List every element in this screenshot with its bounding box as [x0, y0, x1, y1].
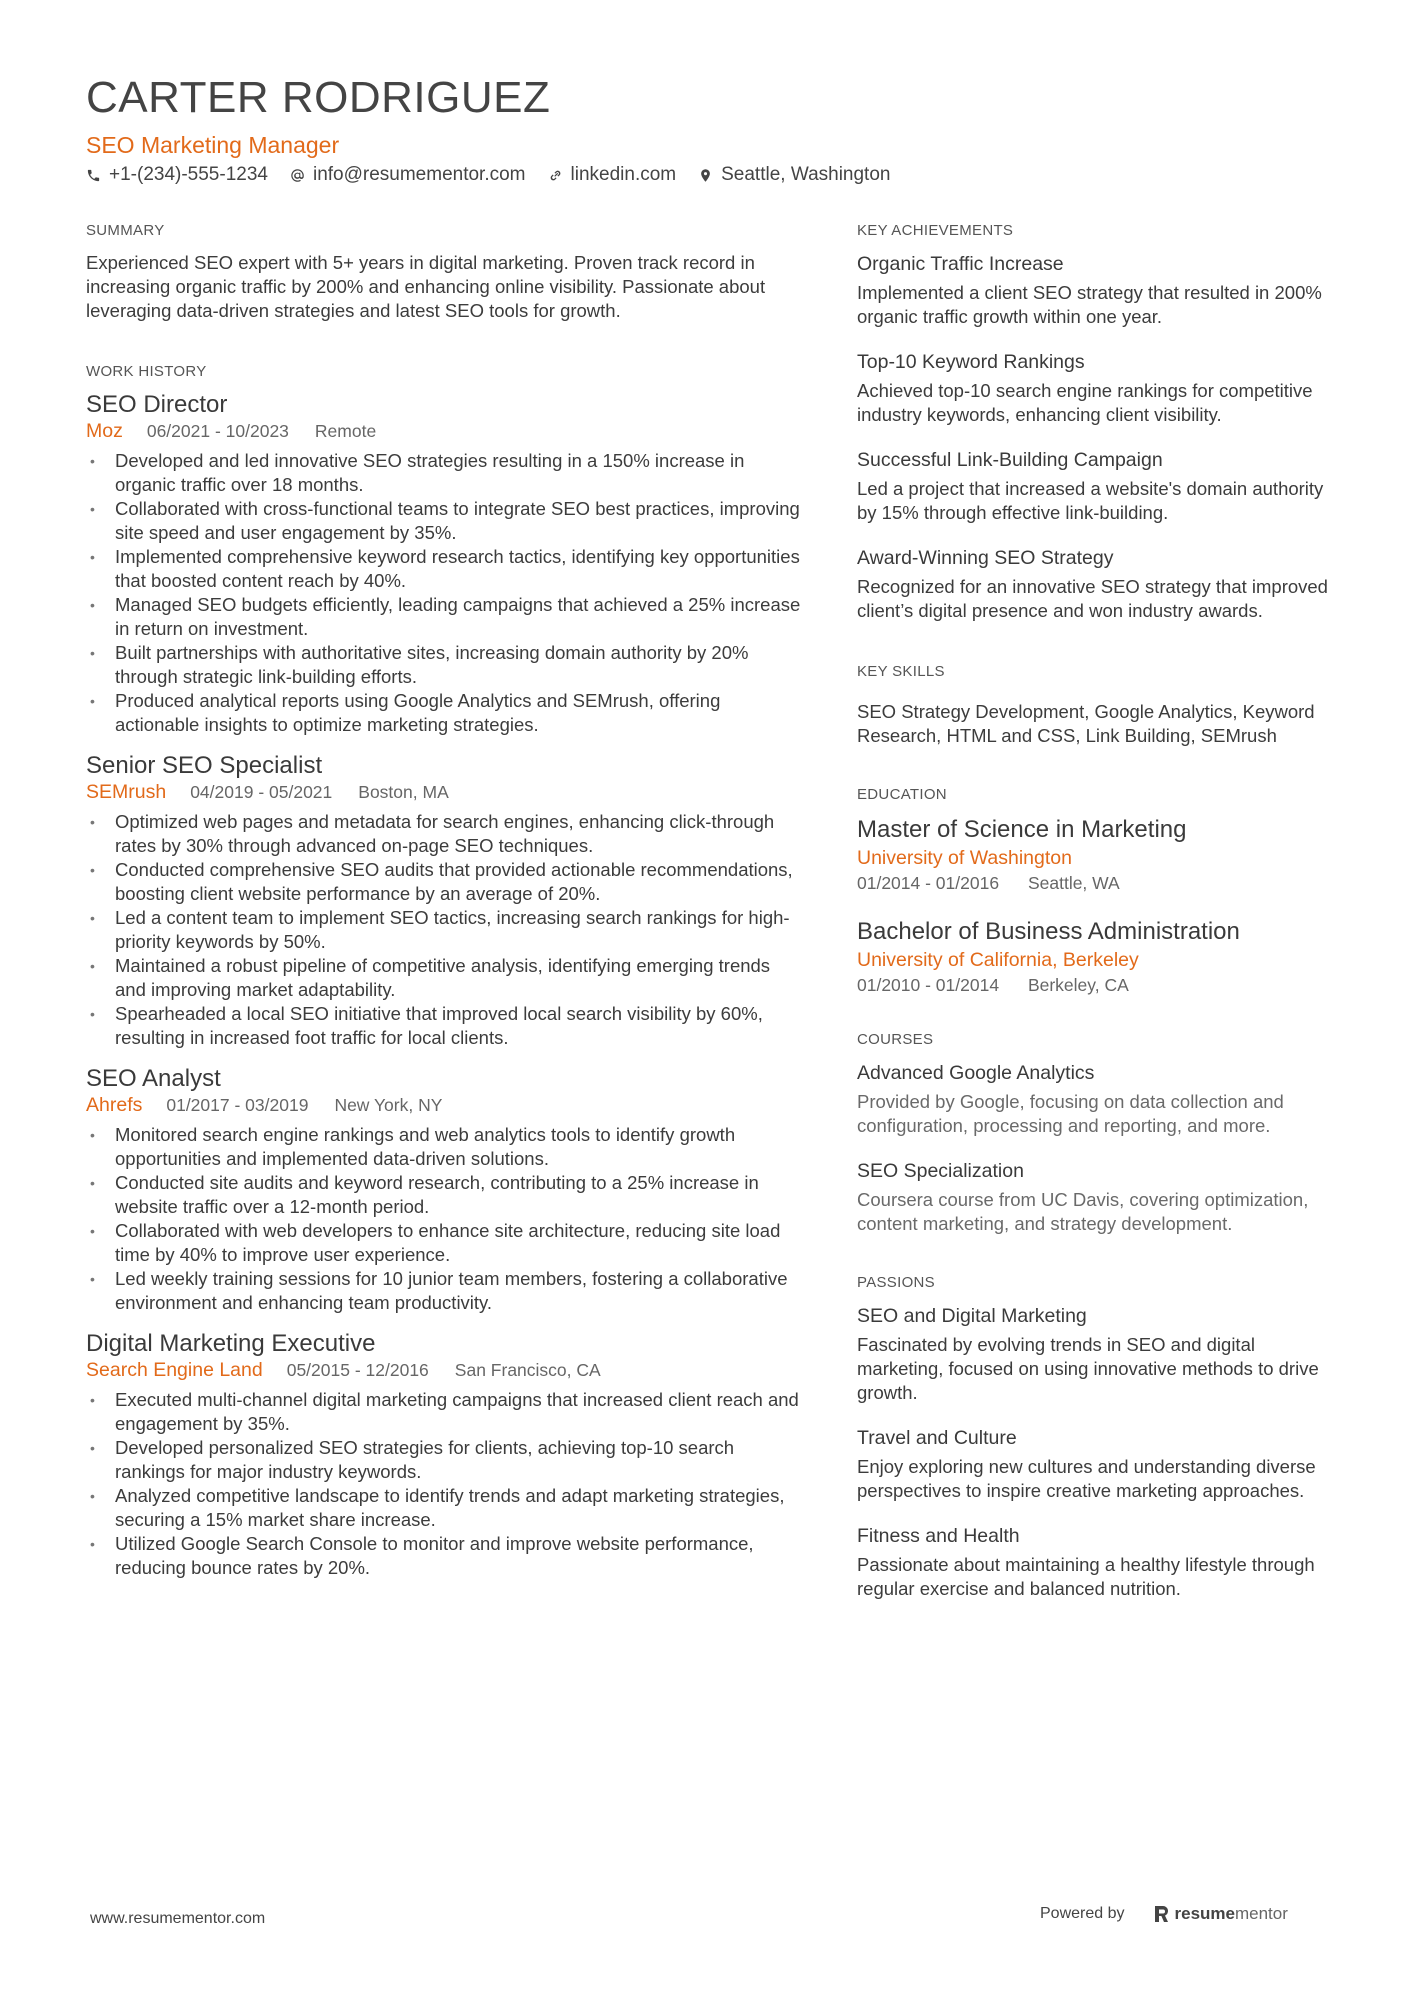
location-pin-icon — [698, 168, 713, 183]
bullet-item: • Executed multi-channel digital marketing campaigns that increased client reach and engagement by 35%. — [86, 1388, 806, 1436]
section-title: PASSIONS — [857, 1274, 935, 1291]
phone-icon — [86, 168, 101, 183]
section-title: EDUCATION — [857, 786, 947, 803]
job-location: New York, NY — [334, 1095, 443, 1115]
job-location: San Francisco, CA — [454, 1360, 601, 1380]
education-item — [857, 815, 1337, 895]
school-name: University of California, Berkeley — [857, 949, 1139, 971]
bullet-item: • Led weekly training sessions for 10 junior team members, fostering a collaborative environment and enhancing team productivity. — [86, 1267, 806, 1315]
job-location: Remote — [314, 421, 377, 441]
bullet-item: • Produced analytical reports using Google Analytics and SEMrush, offering actionable insights to optimize marketing strategies. — [86, 689, 806, 737]
achievement-title: Successful Link-Building Campaign — [857, 449, 1163, 471]
course-item — [857, 1060, 1337, 1138]
job-dates: 06/2021 - 10/2023 — [146, 421, 289, 441]
passion-desc: Fascinated by evolving trends in SEO and digital marketing, focused on using innovative methods to drive growth. — [857, 1334, 1319, 1403]
contact-email[interactable] — [290, 164, 526, 186]
school-name: University of Washington — [857, 847, 1072, 869]
achievement-desc: Recognized for an innovative SEO strategy that improved client’s digital presence and won industry awards. — [857, 576, 1328, 621]
brand-logo[interactable] — [1153, 1904, 1288, 1924]
job-meta — [86, 420, 806, 443]
bullet-item: • Built partnerships with authoritative sites, increasing domain authority by 20% through strategic link-building efforts. — [86, 641, 806, 689]
courses-section — [857, 1031, 1337, 1236]
job-title: SEO Director — [86, 391, 228, 418]
course-desc: Provided by Google, focusing on data collection and configuration, processing and reporting, and more. — [857, 1091, 1284, 1136]
education-dates: 01/2010 - 01/2014 — [857, 975, 1000, 995]
company-name: SEMrush — [86, 781, 167, 803]
passion-desc: Passionate about maintaining a healthy lifestyle through regular exercise and balanced nutrition. — [857, 1554, 1315, 1599]
job-entry — [86, 1329, 806, 1580]
education-section — [857, 786, 1337, 997]
achievement-desc: Implemented a client SEO strategy that resulted in 200% organic traffic growth within one year. — [857, 282, 1322, 327]
skills-section — [857, 663, 1337, 748]
powered-by-label: Powered by — [1040, 1905, 1125, 1922]
job-dates: 04/2019 - 05/2021 — [190, 782, 333, 802]
at-sign-icon — [290, 168, 305, 183]
company-name: Ahrefs — [86, 1094, 143, 1116]
bullet-item: • Implemented comprehensive keyword research tactics, identifying key opportunities that boosted content reach by 40%. — [86, 545, 806, 593]
bullet-item: • Optimized web pages and metadata for search engines, enhancing click-through rates by 30% through advanced on-page SEO techniques. — [86, 810, 806, 858]
passion-item — [857, 1425, 1337, 1503]
achievement-title: Award-Winning SEO Strategy — [857, 547, 1114, 569]
job-entry — [86, 751, 806, 1050]
bullet-item: • Utilized Google Search Console to monitor and improve website performance, reducing bounce rates by 20%. — [86, 1532, 806, 1580]
footer-branding — [1040, 1904, 1288, 1924]
job-bullets — [86, 1388, 806, 1580]
contact-phone — [86, 164, 268, 186]
achievements-section — [857, 222, 1337, 623]
job-bullets — [86, 1123, 806, 1315]
job-meta — [86, 781, 806, 804]
course-title: Advanced Google Analytics — [857, 1062, 1095, 1084]
bullet-item: • Conducted comprehensive SEO audits that provided actionable recommendations, boosting client website performance by an average of 20%. — [86, 858, 806, 906]
bullet-item: • Analyzed competitive landscape to identify trends and adapt marketing strategies, securing a 15% market share increase. — [86, 1484, 806, 1532]
job-meta — [86, 1359, 806, 1382]
section-title: KEY SKILLS — [857, 663, 945, 680]
achievement-desc: Achieved top-10 search engine rankings for competitive industry keywords, enhancing client visibility. — [857, 380, 1313, 425]
education-location: Seattle, WA — [1027, 873, 1120, 893]
job-title: SEO Analyst — [86, 1065, 221, 1092]
bullet-item: • Maintained a robust pipeline of competitive analysis, identifying emerging trends and improving market adaptability. — [86, 954, 806, 1002]
bullet-item: • Collaborated with web developers to enhance site architecture, reducing site load time by 40% to improve user experience. — [86, 1219, 806, 1267]
job-title: Senior SEO Specialist — [86, 752, 323, 779]
education-dates: 01/2014 - 01/2016 — [857, 873, 1000, 893]
course-desc: Coursera course from UC Davis, covering optimization, content marketing, and strategy development. — [857, 1189, 1309, 1234]
job-bullets — [86, 449, 806, 737]
degree: Master of Science in Marketing — [857, 816, 1187, 843]
job-bullets — [86, 810, 806, 1050]
education-item — [857, 917, 1337, 997]
job-location: Boston, MA — [358, 782, 449, 802]
bullet-item: • Led a content team to implement SEO tactics, increasing search rankings for high-priority keywords by 50%. — [86, 906, 806, 954]
link-icon — [548, 168, 563, 183]
left-column — [86, 222, 806, 1594]
summary-text: Experienced SEO expert with 5+ years in digital marketing. Proven track record in increasing organic traffic by 200% and enhancing online visibility. Passionate about leveraging data-driven strategies and latest SEO tools for growth. — [86, 252, 766, 321]
section-title: COURSES — [857, 1031, 934, 1048]
course-item — [857, 1158, 1337, 1236]
contact-linkedin[interactable] — [548, 164, 677, 186]
company-name: Search Engine Land — [86, 1359, 263, 1381]
course-title: SEO Specialization — [857, 1160, 1024, 1182]
education-meta — [857, 871, 1337, 895]
email-text: info@resumementor.com — [312, 164, 526, 185]
achievement-item — [857, 251, 1337, 329]
bullet-item: • Developed personalized SEO strategies for clients, achieving top-10 search rankings for major industry keywords. — [86, 1436, 806, 1484]
achievement-title: Top-10 Keyword Rankings — [857, 351, 1085, 373]
achievement-item — [857, 545, 1337, 623]
section-title: SUMMARY — [86, 222, 165, 239]
job-dates: 05/2015 - 12/2016 — [286, 1360, 429, 1380]
achievement-item — [857, 447, 1337, 525]
job-entry — [86, 390, 806, 737]
contact-bar — [86, 164, 912, 186]
candidate-name: CARTER RODRIGUEZ — [86, 73, 551, 122]
achievement-desc: Led a project that increased a website's domain authority by 15% through effective link-building. — [857, 478, 1324, 523]
education-meta — [857, 973, 1337, 997]
right-column — [857, 222, 1337, 1639]
linkedin-text: linkedin.com — [570, 164, 677, 185]
brand-name-bold: resume — [1174, 1904, 1235, 1923]
phone-text: +1-(234)-555-1234 — [109, 164, 268, 185]
passion-title: SEO and Digital Marketing — [857, 1305, 1087, 1327]
passion-item — [857, 1523, 1337, 1601]
bullet-item: • Monitored search engine rankings and web analytics tools to identify growth opportunities and implemented data-driven solutions. — [86, 1123, 806, 1171]
passion-desc: Enjoy exploring new cultures and understanding diverse perspectives to inspire creative marketing approaches. — [857, 1456, 1316, 1501]
location-text: Seattle, Washington — [721, 164, 891, 185]
candidate-role: SEO Marketing Manager — [86, 132, 340, 158]
resumementor-logo-icon — [1153, 1904, 1169, 1924]
job-title: Digital Marketing Executive — [86, 1330, 376, 1357]
footer-website[interactable]: www.resumementor.com — [90, 1910, 266, 1927]
passion-item — [857, 1303, 1337, 1405]
bullet-item: • Collaborated with cross-functional teams to integrate SEO best practices, improving site speed and user engagement by 35%. — [86, 497, 806, 545]
passions-section — [857, 1274, 1337, 1601]
job-dates: 01/2017 - 03/2019 — [166, 1095, 309, 1115]
degree: Bachelor of Business Administration — [857, 918, 1240, 945]
passion-title: Fitness and Health — [857, 1525, 1020, 1547]
skills-text: SEO Strategy Development, Google Analytics, Keyword Research, HTML and CSS, Link Building, SEMrush — [857, 701, 1315, 746]
bullet-item: • Conducted site audits and keyword research, contributing to a 25% increase in website traffic over a 12-month period. — [86, 1171, 806, 1219]
education-location: Berkeley, CA — [1027, 975, 1129, 995]
job-entry — [86, 1064, 806, 1315]
bullet-item: • Spearheaded a local SEO initiative that improved local search visibility by 60%, resulting in increased foot traffic for local clients. — [86, 1002, 806, 1050]
achievement-title: Organic Traffic Increase — [857, 253, 1064, 275]
summary-section — [86, 222, 806, 323]
passion-title: Travel and Culture — [857, 1427, 1017, 1449]
brand-name-light: mentor — [1234, 1904, 1288, 1923]
company-name: Moz — [86, 420, 123, 442]
section-title: WORK HISTORY — [86, 363, 207, 380]
job-meta — [86, 1094, 806, 1117]
achievement-item — [857, 349, 1337, 427]
contact-location — [698, 164, 890, 186]
bullet-item: • Developed and led innovative SEO strategies resulting in a 150% increase in organic traffic over 18 months. — [86, 449, 806, 497]
work-history-section — [86, 363, 806, 1580]
section-title: KEY ACHIEVEMENTS — [857, 222, 1014, 239]
bullet-item: • Managed SEO budgets efficiently, leading campaigns that achieved a 25% increase in return on investment. — [86, 593, 806, 641]
